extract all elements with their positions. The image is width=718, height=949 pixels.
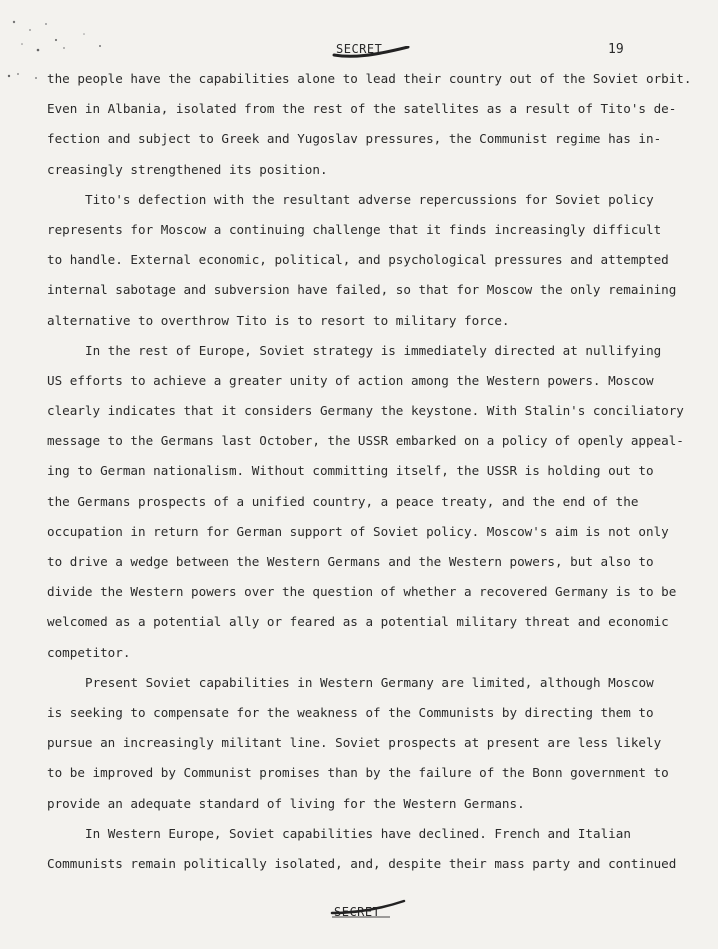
text-line: pursue an increasingly militant line. Soviet prospects at present are less likely xyxy=(47,735,662,751)
text-line: provide an adequate standard of living for the Western Germans. xyxy=(47,795,525,811)
text-line: the people have the capabilities alone to lead their country out of the Soviet orbit. xyxy=(47,71,692,86)
paragraph-first-line: Present Soviet capabilities in Western Germany are limited, although Moscow xyxy=(85,674,654,690)
text-line: Communists remain politically isolated, and, despite their mass party and continued xyxy=(47,855,677,871)
text-line: occupation in return for German support of Soviet policy. Moscow's aim is not only xyxy=(47,523,669,539)
text-line: the Germans prospects of a unified country, a peace treaty, and the end of the xyxy=(47,493,639,509)
paragraph-first-line: In Western Europe, Soviet capabilities have declined. French and Italian xyxy=(85,825,631,841)
text-line: is seeking to compensate for the weakness of the Communists by directing them to xyxy=(47,704,654,720)
text-line: welcomed as a potential ally or feared as a potential military threat and economic xyxy=(47,614,669,630)
text-line: to drive a wedge between the Western Germans and the Western powers, but also to xyxy=(47,554,654,569)
header-classification-text: SECRET xyxy=(336,42,383,56)
text-line: message to the Germans last October, the USSR embarked on a policy of openly appeal- xyxy=(47,433,684,449)
text-line: represents for Moscow a continuing challenge that it finds increasingly difficult xyxy=(47,221,662,237)
footer-classification-text: SECRET xyxy=(334,905,381,919)
text-line: US efforts to achieve a greater unity of action among the Western powers. Moscow xyxy=(47,372,654,388)
strike-through-mark xyxy=(330,899,406,919)
text-line: clearly indicates that it considers Germany the keystone. With Stalin's conciliatory xyxy=(47,403,684,419)
text-line: to be improved by Communist promises than by the failure of the Bonn government to xyxy=(47,765,669,781)
text-line: Even in Albania, isolated from the rest of the satellites as a result of Tito's de- xyxy=(47,101,677,117)
text-line: creasingly strengthened its position. xyxy=(47,161,328,177)
footer-classification xyxy=(334,905,380,919)
strike-through-mark xyxy=(332,46,410,60)
text-line: alternative to overthrow Tito is to resort to military force. xyxy=(47,312,510,328)
header-classification xyxy=(336,42,382,56)
text-line: fection and subject to Greek and Yugoslav pressures, the Communist regime has in- xyxy=(47,131,662,147)
text-line: internal sabotage and subversion have failed, so that for Moscow the only remaining xyxy=(47,282,677,298)
body-text xyxy=(47,64,692,879)
text-line: to handle. External economic, political, and psychological pressures and attempted xyxy=(47,252,669,268)
paragraph-first-line: Tito's defection with the resultant adverse repercussions for Soviet policy xyxy=(85,191,654,207)
text-line: competitor. xyxy=(47,644,131,660)
page-number: 19 xyxy=(608,42,624,57)
text-line: divide the Western powers over the question of whether a recovered Germany is to be xyxy=(47,584,677,600)
paragraph-first-line: In the rest of Europe, Soviet strategy is immediately directed at nullifying xyxy=(85,342,662,358)
text-line: ing to German nationalism. Without committing itself, the USSR is holding out to xyxy=(47,463,654,479)
